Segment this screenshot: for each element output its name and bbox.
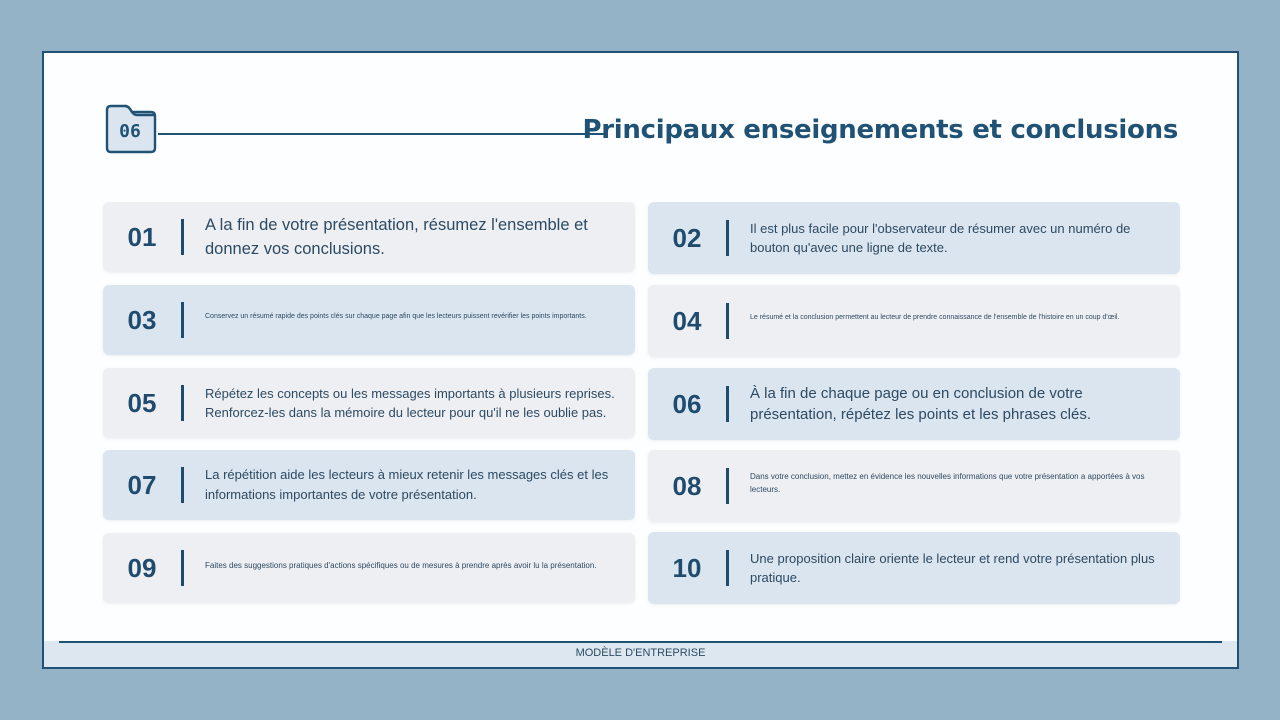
card-number: 01 <box>127 221 157 252</box>
card-08 <box>648 450 1180 522</box>
card-number: 09 <box>127 552 157 583</box>
card-text: Dans votre conclusion, mettez en évidence les nouvelles informations que votre présentation a apportées à vos lecteurs. <box>750 472 1145 494</box>
card-number: 02 <box>672 222 702 253</box>
card-text: La répétition aide les lecteurs à mieux retenir les messages clés et les informations importantes de votre présentation. <box>205 467 609 502</box>
card-divider <box>726 220 729 256</box>
card-text: A la fin de votre présentation, résumez l'ensemble et donnez vos conclusions. <box>205 216 588 258</box>
card-text: Conservez un résumé rapide des points clés sur chaque page afin que les lecteurs puissent revérifier les points importants. <box>205 313 587 320</box>
card-number: 06 <box>672 388 702 419</box>
card-number: 05 <box>127 387 157 418</box>
card-divider <box>181 467 184 503</box>
card-divider <box>726 386 729 422</box>
card-10 <box>648 532 1180 604</box>
card-number: 10 <box>672 552 702 583</box>
footer-label: MODÈLE D'ENTREPRISE <box>575 647 706 659</box>
card-divider <box>181 385 184 421</box>
card-text: Répétez les concepts ou les messages importants à plusieurs reprises. Renforcez-les dans la mémoire du lecteur pour qu'il ne les oublie pas. <box>205 386 615 420</box>
card-06 <box>648 368 1180 440</box>
card-text: Il est plus facile pour l'observateur de résumer avec un numéro de bouton qu'avec une ligne de texte. <box>750 221 1131 255</box>
card-03 <box>103 285 635 355</box>
card-divider <box>181 219 184 255</box>
card-number: 03 <box>127 304 157 335</box>
slide <box>42 51 1239 669</box>
card-divider <box>181 550 184 586</box>
footer-divider <box>59 641 1222 643</box>
card-divider <box>726 303 729 339</box>
card-divider <box>181 302 184 338</box>
card-04 <box>648 285 1180 357</box>
card-text: Une proposition claire oriente le lecteur et rend votre présentation plus pratique. <box>750 551 1155 585</box>
card-09 <box>103 533 635 603</box>
card-05 <box>103 368 635 438</box>
section-badge <box>103 104 159 154</box>
footer <box>44 641 1237 667</box>
card-02 <box>648 202 1180 274</box>
page-title: Principaux enseignements et conclusions <box>582 115 1178 145</box>
card-01 <box>103 202 635 272</box>
card-number: 04 <box>672 305 702 336</box>
card-divider <box>726 468 729 504</box>
card-divider <box>726 550 729 586</box>
card-text: Le résumé et la conclusion permettent au lecteur de prendre connaissance de l'ensemble de l'histoire en un coup d'œil. <box>750 314 1120 321</box>
card-number: 07 <box>127 469 157 500</box>
header-divider <box>158 133 604 135</box>
card-07 <box>103 450 635 520</box>
card-text: À la fin de chaque page ou en conclusion de votre présentation, répétez les points et les phrases clés. <box>750 385 1092 423</box>
card-text: Faites des suggestions pratiques d'actions spécifiques ou de mesures à prendre après avoir lu la présentation. <box>205 560 597 570</box>
card-number: 08 <box>672 470 702 501</box>
section-number: 06 <box>119 121 141 142</box>
